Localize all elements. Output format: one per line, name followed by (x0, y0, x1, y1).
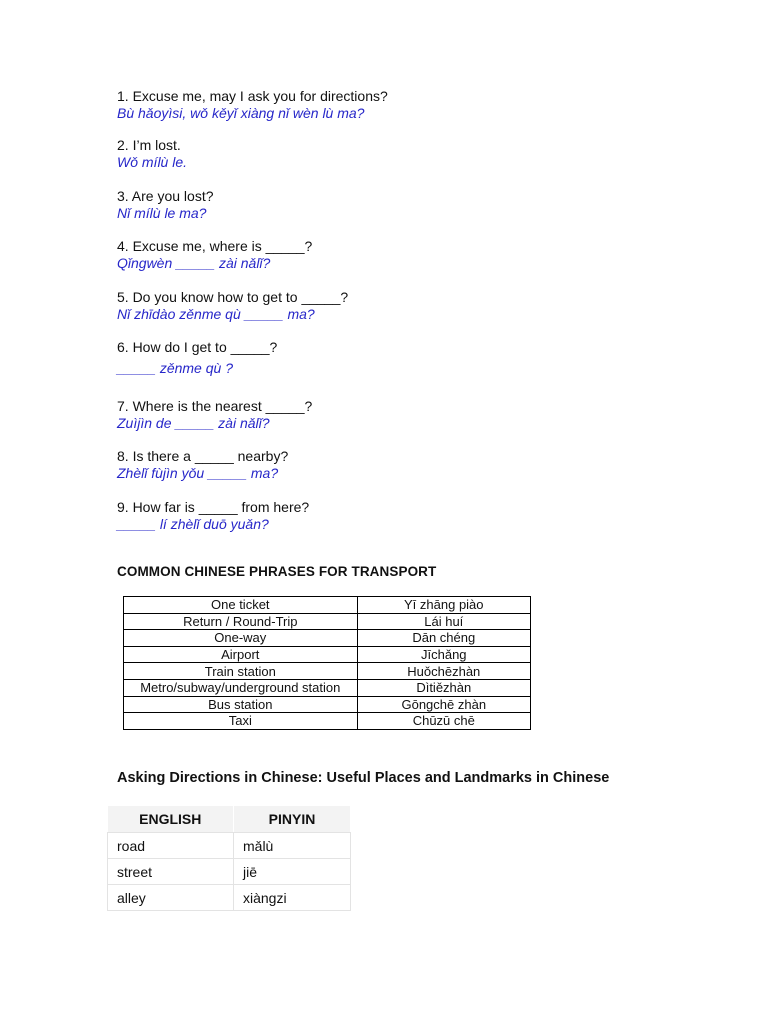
table-row (124, 663, 531, 680)
phrase-english: 5. Do you know how to get to _____? (117, 289, 349, 305)
transport-english-cell: Bus station (124, 696, 358, 713)
table-row (124, 679, 531, 696)
place-english-cell: road (108, 833, 234, 859)
phrase-pinyin: Qǐngwèn _____ zài nǎlǐ? (117, 255, 271, 271)
table-row (108, 833, 351, 859)
table-row (108, 885, 351, 911)
transport-pinyin-cell: Huǒchēzhàn (357, 663, 530, 680)
phrase-item (117, 499, 717, 533)
phrase-item (117, 188, 717, 222)
place-english-cell: alley (108, 885, 234, 911)
phrase-pinyin: Bù hǎoyìsi, wǒ kěyǐ xiàng nǐ wèn lù ma? (117, 105, 365, 121)
place-pinyin-cell: jiē (234, 859, 351, 885)
table-row (124, 613, 531, 630)
transport-pinyin-cell: Dìtiězhàn (357, 679, 530, 696)
table-header-row (108, 806, 351, 833)
transport-english-cell: Metro/subway/underground station (124, 679, 358, 696)
table-row (124, 630, 531, 647)
phrase-pinyin: Nǐ mílù le ma? (117, 205, 207, 221)
transport-table (123, 596, 531, 730)
phrase-english: 6. How do I get to _____? (117, 339, 278, 355)
transport-english-cell: Taxi (124, 713, 358, 730)
phrase-item (117, 448, 717, 482)
phrase-pinyin: Zuìjìn de _____ zài nǎlǐ? (117, 415, 270, 431)
transport-english-cell: Train station (124, 663, 358, 680)
phrase-english: 8. Is there a _____ nearby? (117, 448, 289, 464)
phrase-english: 9. How far is _____ from here? (117, 499, 310, 515)
table-row (108, 859, 351, 885)
transport-pinyin-cell: Yī zhāng piào (357, 597, 530, 614)
places-table (107, 806, 351, 911)
phrase-pinyin: _____ zěnme qù ? (117, 360, 233, 376)
transport-pinyin-cell: Dān chéng (357, 630, 530, 647)
transport-pinyin-cell: Chūzū chē (357, 713, 530, 730)
transport-pinyin-cell: Gōngchē zhàn (357, 696, 530, 713)
table-row (124, 696, 531, 713)
phrase-english: 3. Are you lost? (117, 188, 214, 204)
transport-english-cell: One-way (124, 630, 358, 647)
transport-english-cell: One ticket (124, 597, 358, 614)
phrase-item (117, 88, 717, 122)
phrase-english: 4. Excuse me, where is _____? (117, 238, 313, 254)
table-row (124, 597, 531, 614)
transport-pinyin-cell: Lái huí (357, 613, 530, 630)
transport-english-cell: Return / Round-Trip (124, 613, 358, 630)
phrase-english: 7. Where is the nearest _____? (117, 398, 313, 414)
column-header-english: ENGLISH (108, 806, 234, 833)
places-heading: Asking Directions in Chinese: Useful Places and Landmarks in Chinese (117, 770, 610, 786)
phrase-item (117, 398, 717, 432)
place-english-cell: street (108, 859, 234, 885)
phrase-pinyin: _____ lí zhèlǐ duō yuǎn? (117, 516, 269, 532)
phrase-pinyin: Nǐ zhīdào zěnme qù _____ ma? (117, 306, 315, 322)
transport-pinyin-cell: Jīchǎng (357, 646, 530, 663)
phrase-pinyin: Wǒ mílù le. (117, 154, 188, 170)
phrase-item (117, 137, 717, 171)
table-row (124, 646, 531, 663)
transport-heading: COMMON CHINESE PHRASES FOR TRANSPORT (117, 564, 437, 579)
phrase-pinyin: Zhèlǐ fùjìn yǒu _____ ma? (117, 465, 279, 481)
phrase-item (117, 289, 717, 323)
transport-english-cell: Airport (124, 646, 358, 663)
phrase-item (117, 339, 717, 377)
phrase-english: 2. I’m lost. (117, 137, 181, 153)
phrase-item (117, 238, 717, 272)
column-header-pinyin: PINYIN (234, 806, 351, 833)
place-pinyin-cell: mǎlù (234, 833, 351, 859)
place-pinyin-cell: xiàngzi (234, 885, 351, 911)
table-row (124, 713, 531, 730)
phrase-english: 1. Excuse me, may I ask you for directions? (117, 88, 388, 104)
